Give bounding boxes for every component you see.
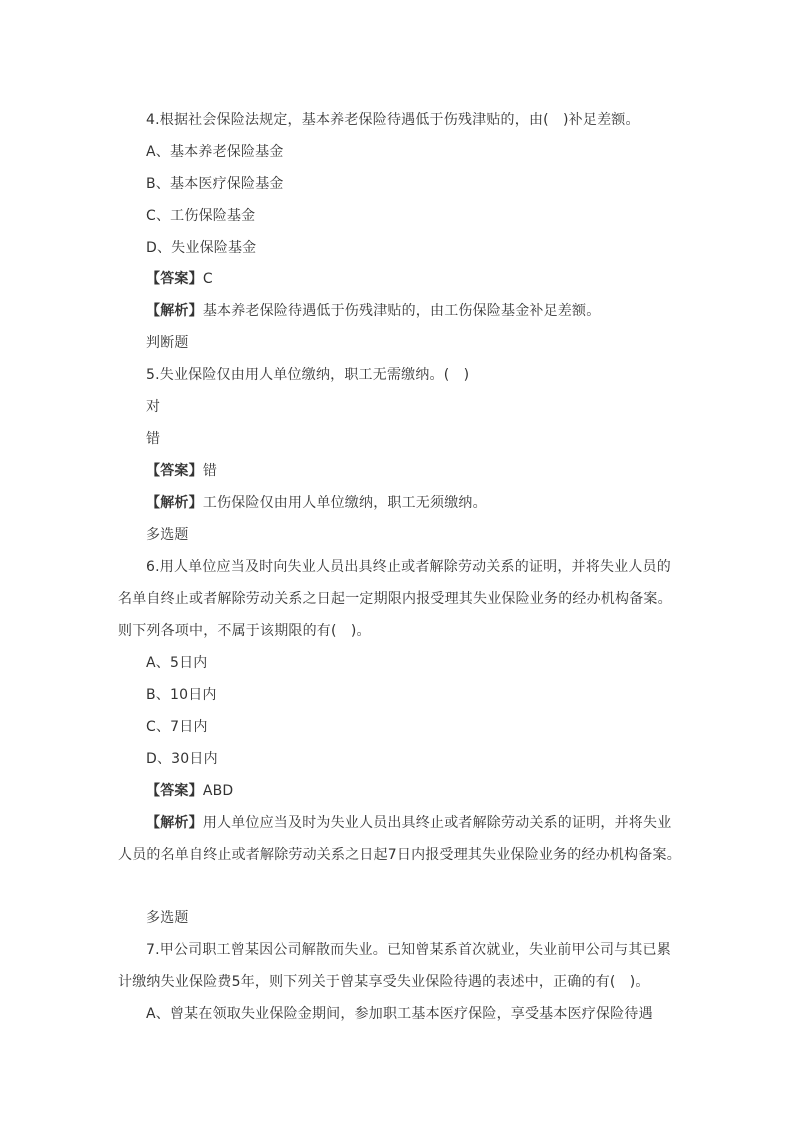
- question-5-analysis: [146, 494, 487, 512]
- question-6-option-c: C、7日内: [146, 719, 208, 735]
- question-6-stem-line-2: 名单自终止或者解除劳动关系之日起一定期限内报受理其失业保险业务的经办机构备案。: [118, 591, 672, 607]
- analysis-label: 【解析】: [146, 815, 203, 831]
- analysis-text: 工伤保险仅由用人单位缴纳，职工无须缴纳。: [202, 495, 487, 511]
- question-4-option-c: C、工伤保险基金: [146, 208, 256, 224]
- question-6-stem-line-1: 6.用人单位应当及时向失业人员出具终止或者解除劳动关系的证明，并将失业人员的: [146, 559, 671, 575]
- section-heading-true-false: 判断题: [146, 335, 189, 351]
- question-5-option-true: 对: [146, 399, 161, 415]
- question-4-option-d: D、失业保险基金: [146, 240, 257, 256]
- question-6-stem-line-3: 则下列各项中，不属于该期限的有( )。: [118, 623, 371, 639]
- answer-value: ABD: [202, 783, 234, 799]
- question-4-option-b: B、基本医疗保险基金: [146, 176, 284, 192]
- question-4-option-a: A、基本养老保险基金: [146, 144, 284, 160]
- answer-label: 【答案】: [146, 271, 203, 287]
- section-heading-multiple-choice-2: 多选题: [146, 910, 189, 926]
- question-5-stem: 5.失业保险仅由用人单位缴纳，职工无需缴纳。( ): [146, 367, 470, 383]
- question-6-analysis-line-2: 人员的名单自终止或者解除劳动关系之日起7日内报受理其失业保险业务的经办机构备案。: [118, 847, 681, 863]
- section-heading-multiple-choice: 多选题: [146, 527, 189, 543]
- question-6-option-b: B、10日内: [146, 687, 217, 703]
- question-7-option-a: A、曾某在领取失业保险金期间，参加职工基本医疗保险，享受基本医疗保险待遇: [146, 1006, 653, 1022]
- analysis-label: 【解析】: [146, 495, 203, 511]
- analysis-label: 【解析】: [146, 303, 203, 319]
- answer-label: 【答案】: [146, 783, 203, 799]
- answer-label: 【答案】: [146, 463, 203, 479]
- question-6-answer: [146, 782, 233, 800]
- answer-value: C: [202, 271, 213, 287]
- question-4-answer: [146, 270, 213, 288]
- analysis-text: 用人单位应当及时为失业人员出具终止或者解除劳动关系的证明，并将失业: [202, 815, 672, 831]
- question-4-stem: 4.根据社会保险法规定，基本养老保险待遇低于伤残津贴的，由( )补足差额。: [146, 112, 640, 128]
- question-5-option-false: 错: [146, 431, 161, 447]
- question-6-option-a: A、5日内: [146, 655, 208, 671]
- analysis-text: 基本养老保险待遇低于伤残津贴的，由工伤保险基金补足差额。: [202, 303, 601, 319]
- question-7-stem-line-1: 7.甲公司职工曾某因公司解散而失业。已知曾某系首次就业，失业前甲公司与其已累: [146, 942, 671, 958]
- answer-value: 错: [202, 463, 218, 479]
- question-6-analysis-line-1: [146, 814, 671, 832]
- question-7-stem-line-2: 计缴纳失业保险费5年，则下列关于曾某享受失业保险待遇的表述中，正确的有( )。: [118, 974, 650, 990]
- question-6-option-d: D、30日内: [146, 751, 218, 767]
- question-5-answer: [146, 462, 217, 480]
- question-4-analysis: [146, 302, 600, 320]
